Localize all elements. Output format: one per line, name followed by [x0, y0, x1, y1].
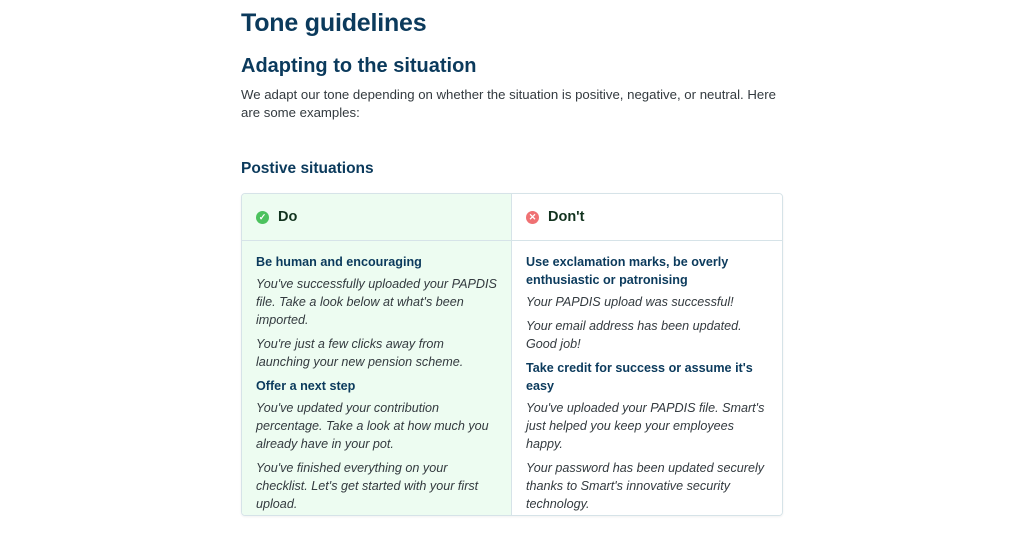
- rule-title: Offer a next step: [256, 379, 356, 393]
- example-text: You've finished everything on your checklist. Let's get started with your first upload.: [256, 461, 479, 511]
- dont-group: [526, 359, 768, 513]
- rule-title: Be human and encouraging: [256, 255, 422, 269]
- dont-body: [512, 241, 782, 513]
- page-title: Tone guidelines: [241, 9, 427, 37]
- example-text: You've updated your contribution percentage. Take a look at how much you already have in your pot.: [256, 401, 489, 451]
- check-circle-icon: ✓: [256, 211, 269, 224]
- do-label: Do: [278, 209, 298, 225]
- dont-label: Don't: [548, 209, 585, 225]
- section-title: Adapting to the situation: [241, 55, 477, 77]
- rule-title: Take credit for success or assume it's easy: [526, 361, 753, 393]
- example-text: Your PAPDIS upload was successful!: [526, 295, 734, 309]
- example-text: Your password has been updated securely thanks to Smart's innovative security technology.: [526, 461, 765, 511]
- do-column: [242, 194, 512, 515]
- example-text: You're just a few clicks away from launching your new pension scheme.: [256, 337, 464, 369]
- do-body: [242, 241, 511, 513]
- subsection-title: Postive situations: [241, 160, 374, 177]
- do-group: [256, 253, 497, 371]
- example-text: You've successfully uploaded your PAPDIS file. Take a look below at what's been imported.: [256, 277, 497, 327]
- example-text: Your email address has been updated. Good job!: [526, 319, 742, 351]
- intro-text: We adapt our tone depending on whether the situation is positive, negative, or neutral. Here are some examples:: [241, 87, 776, 120]
- do-header: [242, 194, 511, 241]
- dont-header: [512, 194, 782, 241]
- example-text: You've uploaded your PAPDIS file. Smart's just helped you keep your employees happy.: [526, 401, 765, 451]
- rule-title: Use exclamation marks, be overly enthusiastic or patronising: [526, 255, 729, 287]
- dont-group: [526, 253, 768, 353]
- do-dont-table: [241, 193, 783, 516]
- cross-circle-icon: ✕: [526, 211, 539, 224]
- dont-column: [512, 194, 782, 515]
- do-group: [256, 377, 497, 513]
